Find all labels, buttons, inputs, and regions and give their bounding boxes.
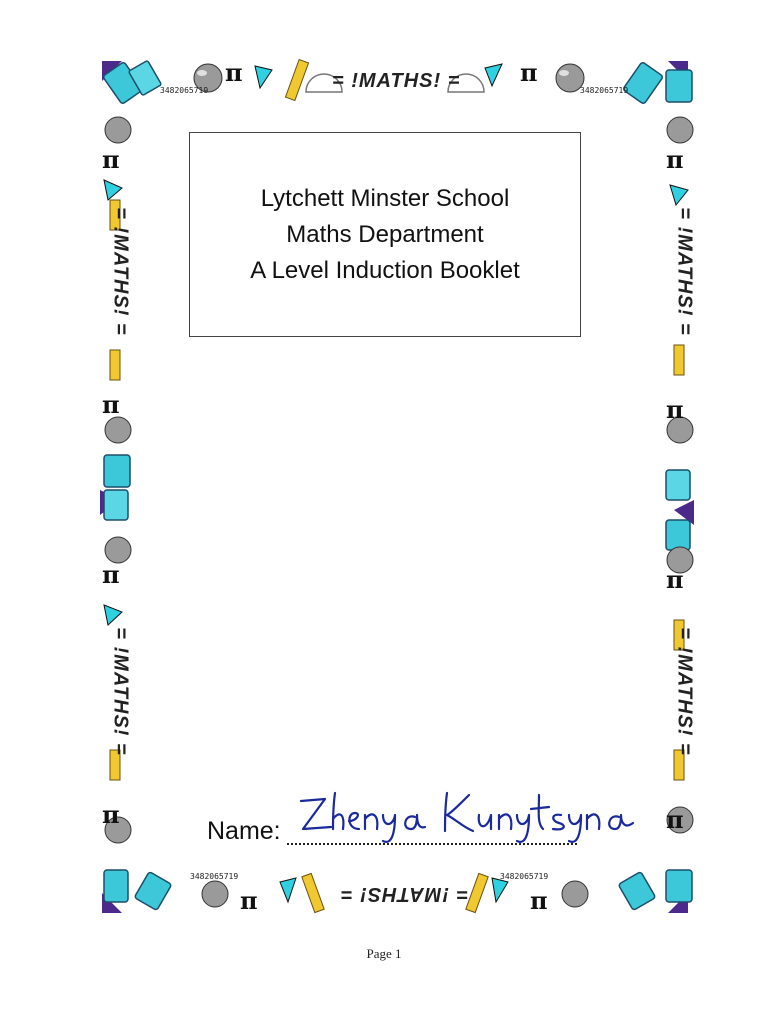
pi-symbol-bottom-left: π — [240, 886, 258, 915]
pi-symbol-bottom-right: π — [530, 886, 548, 915]
pi-symbol-right-1: π — [666, 145, 684, 174]
maths-word-right-1: = !MATHS! = — [673, 207, 696, 336]
pi-symbol-left-2: π — [102, 390, 120, 419]
pi-symbol-right-2: π — [666, 395, 684, 424]
digits-bottom-left: 3482065719 — [190, 872, 239, 881]
maths-word-right-2: = !MATHS! = — [673, 627, 696, 756]
pi-symbol-top-left: π — [225, 58, 243, 87]
pi-symbol-top-right: π — [520, 58, 538, 87]
title-box — [189, 132, 581, 337]
booklet-title: A Level Induction Booklet — [250, 256, 520, 284]
pi-symbol-right-4: π — [666, 805, 684, 834]
border-right-art — [660, 60, 700, 916]
pi-symbol-right-3: π — [666, 565, 684, 594]
pi-symbol-left-4: π — [102, 800, 120, 829]
digits-top-right: 3482065719 — [580, 86, 629, 95]
border-left — [96, 60, 136, 916]
maths-word-left-2: = !MATHS! = — [109, 627, 132, 756]
school-name: Lytchett Minster School — [260, 184, 510, 212]
border-top — [100, 56, 690, 106]
name-label: Name: — [207, 817, 281, 845]
digits-bottom-right: 3482065719 — [500, 872, 549, 881]
department-name: Maths Department — [286, 220, 484, 248]
maths-word-left-1: = !MATHS! = — [109, 207, 132, 336]
border-right — [660, 60, 700, 916]
border-left-art — [96, 60, 136, 916]
handwritten-signature — [287, 787, 647, 847]
maths-word-top: = !MATHS! = — [332, 70, 461, 92]
pi-symbol-left-3: π — [102, 560, 120, 589]
maths-word-bottom: = !MATHS! = — [340, 883, 469, 905]
pi-symbol-left-1: π — [102, 145, 120, 174]
digits-top-left: 3482065719 — [160, 86, 209, 95]
page-number: Page 1 — [366, 946, 402, 961]
name-row — [207, 787, 647, 865]
border-bottom — [100, 868, 690, 918]
signature-text: Zhenya Kunytsyna — [287, 787, 296, 788]
